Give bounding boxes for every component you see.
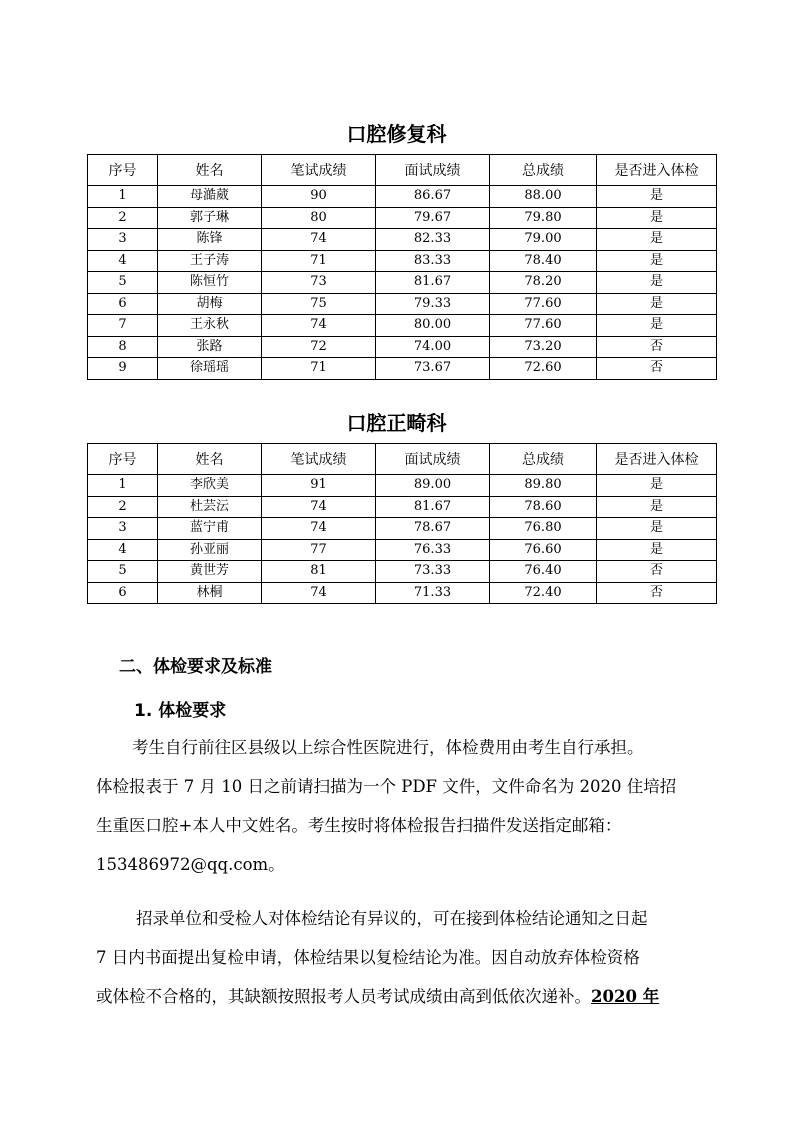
table-row <box>88 561 717 583</box>
column-header: 面试成绩 <box>376 155 490 186</box>
cell-written-score: 74 <box>262 229 376 251</box>
table-row <box>88 582 717 604</box>
cell-total-score: 88.00 <box>490 186 597 208</box>
cell-index: 1 <box>88 475 158 497</box>
cell-name: 林桐 <box>158 582 262 604</box>
cell-total-score: 76.60 <box>490 539 597 561</box>
cell-medical-exam: 是 <box>597 293 717 315</box>
cell-index: 5 <box>88 272 158 294</box>
cell-interview-score: 76.33 <box>376 539 490 561</box>
cell-name: 胡梅 <box>158 293 262 315</box>
cell-interview-score: 89.00 <box>376 475 490 497</box>
cell-interview-score: 79.67 <box>376 207 490 229</box>
cell-written-score: 71 <box>262 250 376 272</box>
cell-written-score: 77 <box>262 539 376 561</box>
cell-name: 孙亚丽 <box>158 539 262 561</box>
cell-interview-score: 86.67 <box>376 186 490 208</box>
column-header: 是否进入体检 <box>597 444 717 475</box>
cell-name: 蓝宁甫 <box>158 518 262 540</box>
cell-index: 3 <box>88 518 158 540</box>
paragraph-exam-requirements <box>96 728 716 884</box>
paragraph-line <box>96 977 716 1016</box>
cell-name: 陈恒竹 <box>158 272 262 294</box>
emphasized-year: 2020 年 <box>591 987 660 1006</box>
cell-medical-exam: 是 <box>597 207 717 229</box>
cell-medical-exam: 否 <box>597 358 717 380</box>
table-row <box>88 272 717 294</box>
cell-total-score: 72.40 <box>490 582 597 604</box>
paragraph-line: 招录单位和受检人对体检结论有异议的，可在接到体检结论通知之日起 <box>136 909 648 928</box>
table-row <box>88 315 717 337</box>
paragraph-line: 7 日内书面提出复检申请，体检结果以复检结论为准。因自动放弃体检资格 <box>96 948 640 967</box>
cell-total-score: 89.80 <box>490 475 597 497</box>
cell-total-score: 76.80 <box>490 518 597 540</box>
table-body <box>88 475 717 604</box>
cell-index: 6 <box>88 582 158 604</box>
cell-interview-score: 74.00 <box>376 336 490 358</box>
cell-medical-exam: 是 <box>597 315 717 337</box>
cell-written-score: 72 <box>262 336 376 358</box>
table-body <box>88 186 717 380</box>
cell-total-score: 78.60 <box>490 496 597 518</box>
cell-written-score: 71 <box>262 358 376 380</box>
subsection-heading: 1. 体检要求 <box>134 701 227 721</box>
cell-written-score: 90 <box>262 186 376 208</box>
cell-medical-exam: 是 <box>597 186 717 208</box>
cell-medical-exam: 是 <box>597 518 717 540</box>
cell-medical-exam: 否 <box>597 582 717 604</box>
cell-interview-score: 82.33 <box>376 229 490 251</box>
cell-interview-score: 83.33 <box>376 250 490 272</box>
paragraph-line: 考生自行前往区县级以上综合性医院进行，体检费用由考生自行承担。 <box>132 738 644 757</box>
cell-total-score: 78.20 <box>490 272 597 294</box>
cell-medical-exam: 是 <box>597 496 717 518</box>
section-heading: 二、体检要求及标准 <box>119 657 272 677</box>
table-row <box>88 250 717 272</box>
cell-written-score: 91 <box>262 475 376 497</box>
cell-index: 8 <box>88 336 158 358</box>
cell-total-score: 76.40 <box>490 561 597 583</box>
column-header: 笔试成绩 <box>262 155 376 186</box>
cell-name: 母澔葳 <box>158 186 262 208</box>
paragraph-recheck <box>96 899 716 1016</box>
column-header: 总成绩 <box>490 155 597 186</box>
table-row <box>88 293 717 315</box>
table-row <box>88 229 717 251</box>
cell-total-score: 78.40 <box>490 250 597 272</box>
cell-interview-score: 81.67 <box>376 272 490 294</box>
cell-medical-exam: 否 <box>597 336 717 358</box>
table-row <box>88 186 717 208</box>
score-table-prosthodontics <box>87 154 717 380</box>
cell-name: 杜芸沄 <box>158 496 262 518</box>
paragraph-line: 生重医口腔+本人中文姓名。考生按时将体检报告扫描件发送指定邮箱： <box>96 816 622 835</box>
cell-index: 7 <box>88 315 158 337</box>
column-header: 序号 <box>88 155 158 186</box>
cell-interview-score: 78.67 <box>376 518 490 540</box>
cell-medical-exam: 是 <box>597 475 717 497</box>
score-table-orthodontics <box>87 443 717 604</box>
cell-interview-score: 73.67 <box>376 358 490 380</box>
cell-written-score: 81 <box>262 561 376 583</box>
cell-total-score: 77.60 <box>490 315 597 337</box>
cell-written-score: 75 <box>262 293 376 315</box>
table-row <box>88 358 717 380</box>
cell-index: 2 <box>88 496 158 518</box>
cell-index: 4 <box>88 250 158 272</box>
cell-index: 5 <box>88 561 158 583</box>
cell-name: 黄世芳 <box>158 561 262 583</box>
cell-medical-exam: 是 <box>597 229 717 251</box>
cell-name: 李欣美 <box>158 475 262 497</box>
cell-interview-score: 81.67 <box>376 496 490 518</box>
cell-name: 郭子琳 <box>158 207 262 229</box>
header-row <box>88 155 717 186</box>
table-title-prosthodontics: 口腔修复科 <box>346 122 447 146</box>
cell-interview-score: 79.33 <box>376 293 490 315</box>
cell-written-score: 80 <box>262 207 376 229</box>
cell-index: 6 <box>88 293 158 315</box>
table-row <box>88 518 717 540</box>
column-header: 面试成绩 <box>376 444 490 475</box>
column-header: 序号 <box>88 444 158 475</box>
cell-total-score: 79.00 <box>490 229 597 251</box>
cell-index: 4 <box>88 539 158 561</box>
cell-name: 王永秋 <box>158 315 262 337</box>
cell-index: 9 <box>88 358 158 380</box>
cell-name: 王子涛 <box>158 250 262 272</box>
column-header: 总成绩 <box>490 444 597 475</box>
cell-name: 张路 <box>158 336 262 358</box>
cell-written-score: 74 <box>262 496 376 518</box>
cell-index: 1 <box>88 186 158 208</box>
cell-index: 3 <box>88 229 158 251</box>
table-row <box>88 539 717 561</box>
cell-name: 陈锋 <box>158 229 262 251</box>
cell-written-score: 74 <box>262 518 376 540</box>
table-row <box>88 475 717 497</box>
cell-interview-score: 73.33 <box>376 561 490 583</box>
email-address-line: 153486972@qq.com。 <box>96 855 285 874</box>
column-header: 笔试成绩 <box>262 444 376 475</box>
cell-medical-exam: 是 <box>597 250 717 272</box>
cell-total-score: 73.20 <box>490 336 597 358</box>
table-header <box>88 155 717 186</box>
paragraph-text: 或体检不合格的，其缺额按照报考人员考试成绩由高到低依次递补。 <box>96 987 591 1006</box>
cell-interview-score: 80.00 <box>376 315 490 337</box>
cell-name: 徐瑶瑶 <box>158 358 262 380</box>
column-header: 是否进入体检 <box>597 155 717 186</box>
paragraph-line: 体检报表于 7 月 10 日之前请扫描为一个 PDF 文件，文件命名为 2020 住培招 <box>96 777 677 796</box>
table-header <box>88 444 717 475</box>
cell-total-score: 79.80 <box>490 207 597 229</box>
cell-written-score: 74 <box>262 582 376 604</box>
cell-medical-exam: 否 <box>597 561 717 583</box>
column-header: 姓名 <box>158 155 262 186</box>
table-row <box>88 336 717 358</box>
cell-written-score: 74 <box>262 315 376 337</box>
cell-written-score: 73 <box>262 272 376 294</box>
cell-medical-exam: 是 <box>597 539 717 561</box>
header-row <box>88 444 717 475</box>
table-row <box>88 207 717 229</box>
table-title-orthodontics: 口腔正畸科 <box>346 411 447 435</box>
cell-total-score: 77.60 <box>490 293 597 315</box>
table-row <box>88 496 717 518</box>
cell-interview-score: 71.33 <box>376 582 490 604</box>
cell-index: 2 <box>88 207 158 229</box>
cell-medical-exam: 是 <box>597 272 717 294</box>
cell-total-score: 72.60 <box>490 358 597 380</box>
column-header: 姓名 <box>158 444 262 475</box>
